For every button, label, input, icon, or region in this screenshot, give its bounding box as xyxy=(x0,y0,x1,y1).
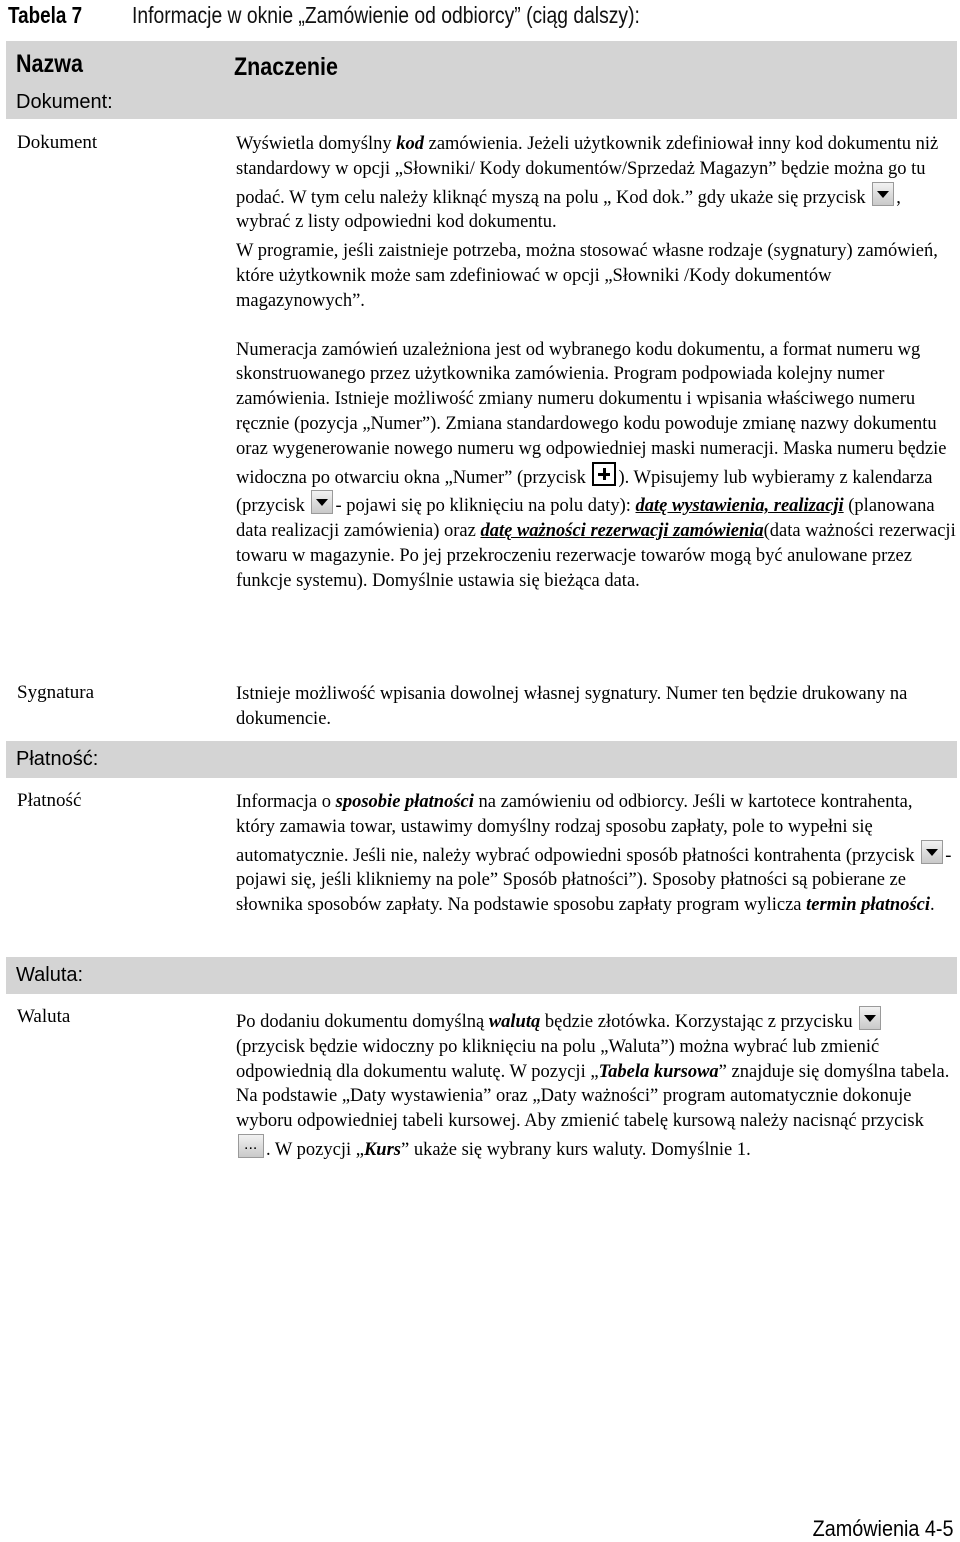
column-header-name: Nazwa xyxy=(16,50,83,78)
dropdown-arrow-icon xyxy=(921,840,943,864)
paragraph: Numeracja zamówień uzależniona jest od wybranego kodu dokumentu, a format numeru wg skonstruowanego przez użytkownika zamówienia. Program podpowiada kolejny numer zamówienia. Istnieje możliwość zmiany numeru dokumentu i wpisania właściwego numeru ręcznie (pozycja „Numer”). Zmiana standardowego kodu powoduje zmianę nazwy dokumentu oraz wygenerowanie nowego numeru wg odpowiedniej maski numeracji. Maska numeru będzie widoczna po otwarciu okna „Numer” (przycisk ). Wpisujemy lub wybieramy z kalendarza (przycisk - pojawi się po kliknięciu na polu daty): datę wystawienia, realizacji (planowana data realizacji zamówienia) oraz datę ważności rezerwacji zamówienia(data ważności rezerwacji towaru w magazynie. Po jej przekroczeniu rezerwacje towarów mogą być anulowane przez funkcje systemu). Domyślnie ustawia się bieżąca data. xyxy=(236,339,956,591)
term-dokument: Dokument xyxy=(17,132,98,153)
desc-dokument xyxy=(236,132,956,594)
paragraph: Po dodaniu dokumentu domyślną walutą będzie złotówka. Korzystając z przycisku (przycisk będzie widoczny po kliknięciu na polu „Waluta”) można wybrać lub zmienić odpowiednią dla dokumentu walutę. W pozycji „Tabela kursowa” znajduje się domyślna tabela. Na podstawie „Daty wystawienia” oraz „Daty ważności” program automatycznie dokonuje wyboru odpowiedniej tabeli kursowej. Aby zmienić tabelę kursową należy nacisnąć przycisk .... W pozycji „Kurs” ukaże się wybrany kurs waluty. Domyślnie 1. xyxy=(236,1006,956,1163)
table-caption xyxy=(8,0,958,28)
table-number: Tabela 7 xyxy=(8,2,83,28)
ellipsis-icon xyxy=(238,1134,264,1158)
dropdown-arrow-icon xyxy=(872,182,894,206)
column-header-meaning: Znaczenie xyxy=(234,53,338,81)
section-label-platnosc: Płatność: xyxy=(16,748,99,770)
paragraph: Informacja o sposobie płatności na zamówieniu od odbiorcy. Jeśli w kartotece kontrahenta, który zamawia towar, ustawimy domyślny rodzaj sposobu zapłaty, pole to wypełni się automatycznie. Jeśli nie, należy wybrać odpowiedni sposób płatności kontrahenta (przycisk - pojawi się, jeśli klikniemy na pole” Sposób płatności”). Sposoby płatności są pobierane ze słownika sposobów zapłaty. Na podstawie sposobu zapłaty program wylicza termin płatności. xyxy=(236,792,952,916)
paragraph: Wyświetla domyślny kod zamówienia. Jeżeli użytkownik zdefiniował inny kod dokumentu niż standardowy w opcji „Słowniki/ Kody dokumentów/Sprzedaż Magazyn” będzie można go tu podać. W tym celu należy kliknąć myszą na polu „ Kod dok.” gdy ukaże się przycisk , wybrać z listy odpowiedni kod dokumentu. xyxy=(236,134,939,233)
dropdown-arrow-icon xyxy=(311,490,333,514)
plus-icon xyxy=(592,462,616,486)
desc-sygnatura: Istnieje możliwość wpisania dowolnej własnej sygnatury. Numer ten będzie drukowany na dokumencie. xyxy=(236,684,908,729)
dropdown-arrow-icon xyxy=(859,1006,881,1030)
section-label-waluta: Waluta: xyxy=(16,964,84,986)
section-label-dokument: Dokument: xyxy=(16,91,113,113)
term-sygnatura: Sygnatura xyxy=(17,682,95,703)
paragraph: W programie, jeśli zaistnieje potrzeba, można stosować własne rodzaje (sygnatury) zamówień, które użytkownik może sam zdefiniować w opcji „Słowniki /Kody dokumentów magazynowych”. xyxy=(236,241,938,311)
table-header xyxy=(6,41,957,119)
term-platnosc: Płatność xyxy=(17,790,82,811)
desc-waluta xyxy=(236,1006,956,1163)
desc-platnosc xyxy=(236,790,956,918)
section-band-waluta xyxy=(6,957,957,994)
term-waluta: Waluta xyxy=(17,1006,71,1027)
table-title: Informacje w oknie „Zamówienie od odbiorcy” (ciąg dalszy): xyxy=(132,2,640,28)
page-footer: Zamówienia 4-5 xyxy=(813,1516,954,1541)
section-band-platnosc xyxy=(6,741,957,778)
